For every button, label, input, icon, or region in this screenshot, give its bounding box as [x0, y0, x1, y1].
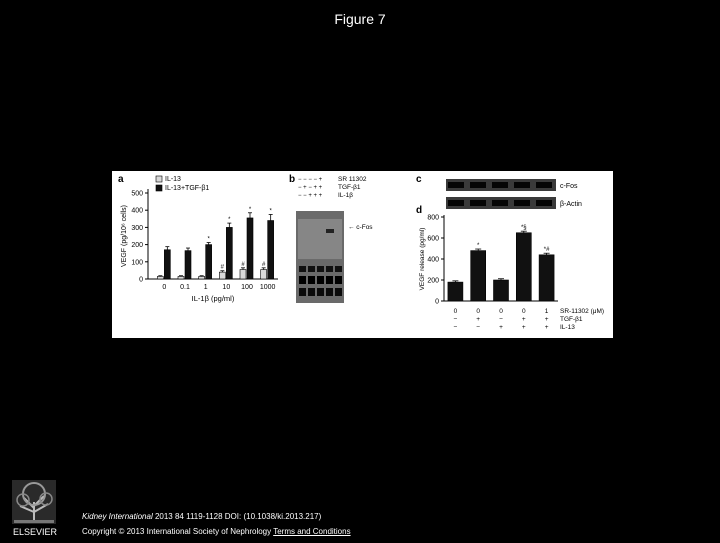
gel-band — [299, 266, 306, 272]
treatment-signs: − − − − + — [298, 177, 323, 183]
panel-d-label: d — [416, 205, 423, 216]
significance-marker: *§ — [520, 225, 527, 232]
legend-label: IL-13+TGF-β1 — [165, 185, 210, 192]
gel-band — [335, 276, 342, 284]
significance-marker: # — [241, 261, 245, 268]
panel-b-label: b — [289, 174, 296, 185]
elsevier-tree-icon — [8, 478, 62, 538]
bar — [240, 270, 246, 279]
gel-band — [335, 266, 342, 272]
panel-d-chart — [419, 215, 604, 332]
bar — [164, 250, 170, 279]
citation-line — [82, 512, 321, 521]
figure-panel — [112, 171, 613, 338]
condition-name: TGF-β1 — [560, 316, 583, 323]
y-tick-label: 600 — [427, 235, 439, 243]
band-label: ← c-Fos — [348, 224, 373, 231]
gel-band — [326, 276, 333, 284]
significance-marker: # — [261, 261, 266, 268]
x-tick-label: 1 — [203, 284, 208, 291]
bar — [261, 270, 267, 279]
condition-value: 0 — [453, 308, 458, 315]
y-tick-label: 400 — [427, 256, 439, 264]
x-tick-label: 0.1 — [180, 284, 190, 291]
gel-band — [299, 288, 306, 296]
significance-marker: * — [228, 217, 231, 224]
blot-band — [514, 182, 530, 188]
citation-details: 2013 84 1119-1128 DOI: (10.1038/ki.2013.217) — [152, 512, 322, 521]
bar — [178, 276, 184, 279]
x-tick-label: 10 — [222, 284, 231, 291]
bar — [247, 218, 253, 279]
condition-value: − — [476, 324, 481, 331]
terms-link[interactable]: Terms and Conditions — [273, 527, 351, 536]
treatment-name: TGF-β1 — [338, 184, 361, 191]
bar — [206, 245, 212, 279]
blot-band — [514, 200, 530, 206]
gel-band — [308, 276, 315, 284]
condition-value: 0 — [476, 308, 481, 315]
condition-name: IL-13 — [560, 324, 575, 331]
condition-value: + — [544, 316, 549, 323]
y-tick-label: 500 — [131, 190, 143, 198]
blot-band — [470, 200, 486, 206]
blot-label: β-Actin — [560, 201, 582, 208]
condition-value: + — [521, 316, 526, 323]
panel-b-blot — [296, 176, 373, 303]
bar — [226, 227, 232, 279]
gel-band — [308, 266, 315, 272]
bar — [185, 251, 191, 279]
bar — [157, 276, 163, 279]
bar — [494, 280, 509, 301]
x-tick-label: 0 — [162, 284, 167, 291]
panel-a-label: a — [118, 174, 124, 185]
x-axis-label: IL-1β (pg/ml) — [191, 294, 235, 303]
bar — [448, 282, 463, 301]
blot-band — [536, 200, 552, 206]
gel-band — [326, 266, 333, 272]
blot-band — [448, 200, 464, 206]
significance-marker: *# — [543, 247, 550, 254]
treatment-signs: − + − + + — [298, 185, 323, 191]
treatment-name: IL-1β — [338, 192, 353, 199]
blot-band — [492, 200, 508, 206]
legend-label: IL-13 — [165, 176, 181, 183]
y-tick-label: 0 — [139, 276, 143, 284]
condition-value: + — [544, 324, 549, 331]
treatment-name: SR 11302 — [338, 176, 367, 183]
bar — [539, 255, 554, 301]
journal-name: Kidney International — [82, 512, 153, 521]
condition-value: − — [499, 316, 503, 323]
gel-smear — [298, 219, 342, 259]
publisher-name: ELSEVIER — [12, 527, 58, 537]
significance-marker: * — [248, 206, 252, 213]
y-tick-label: 100 — [131, 259, 143, 267]
legend-swatch — [156, 185, 162, 191]
condition-value: − — [453, 324, 458, 331]
condition-value: + — [499, 324, 503, 331]
condition-value: 0 — [499, 308, 503, 315]
y-tick-label: 200 — [131, 242, 143, 250]
significance-marker: * — [269, 208, 272, 215]
y-tick-label: 800 — [427, 214, 439, 222]
y-tick-label: 200 — [427, 277, 439, 285]
x-tick-label: 100 — [241, 284, 253, 291]
gel-band — [317, 266, 324, 272]
y-tick-label: 0 — [435, 298, 439, 306]
elsevier-logo — [8, 478, 62, 538]
significance-marker: # — [220, 264, 225, 271]
panel-c-label: c — [416, 174, 422, 185]
panel-c-blot — [446, 179, 582, 209]
gel-band — [317, 288, 324, 296]
significance-marker: * — [477, 243, 480, 250]
blot-band — [492, 182, 508, 188]
legend-swatch — [156, 176, 162, 182]
figure-title: Figure 7 — [334, 11, 386, 27]
condition-value: + — [521, 324, 526, 331]
y-tick-label: 300 — [131, 224, 143, 232]
y-axis-label: VEGF (pg/10⁶ cells) — [121, 204, 128, 268]
copyright-text: Copyright © 2013 International Society of Nephrology — [82, 527, 272, 536]
condition-name: SR-11302 (μM) — [560, 308, 605, 315]
gel-band — [299, 276, 306, 284]
gel-band — [317, 276, 324, 284]
gel-band — [326, 288, 333, 296]
figure-svg — [112, 171, 613, 338]
bar — [516, 233, 531, 301]
y-axis-label: VEGF release (pg/ml) — [419, 227, 426, 291]
bar — [268, 221, 274, 279]
bar — [219, 272, 225, 279]
condition-value: − — [453, 316, 458, 323]
condition-value: 1 — [544, 308, 549, 315]
panel-a-chart — [121, 176, 278, 303]
significance-marker: * — [207, 236, 210, 243]
copyright-line — [82, 527, 351, 536]
condition-value: + — [476, 316, 481, 323]
blot-band — [448, 182, 464, 188]
x-tick-label: 1000 — [259, 284, 276, 291]
gel-band — [335, 288, 342, 296]
blot-label: c-Fos — [560, 183, 578, 190]
bar — [199, 276, 205, 279]
blot-band — [470, 182, 486, 188]
condition-value: 0 — [521, 308, 526, 315]
bar — [471, 251, 486, 301]
y-tick-label: 400 — [131, 207, 143, 215]
treatment-signs: − − + + + — [298, 193, 323, 199]
blot-band — [536, 182, 552, 188]
gel-band — [308, 288, 315, 296]
gel-band — [326, 229, 334, 233]
